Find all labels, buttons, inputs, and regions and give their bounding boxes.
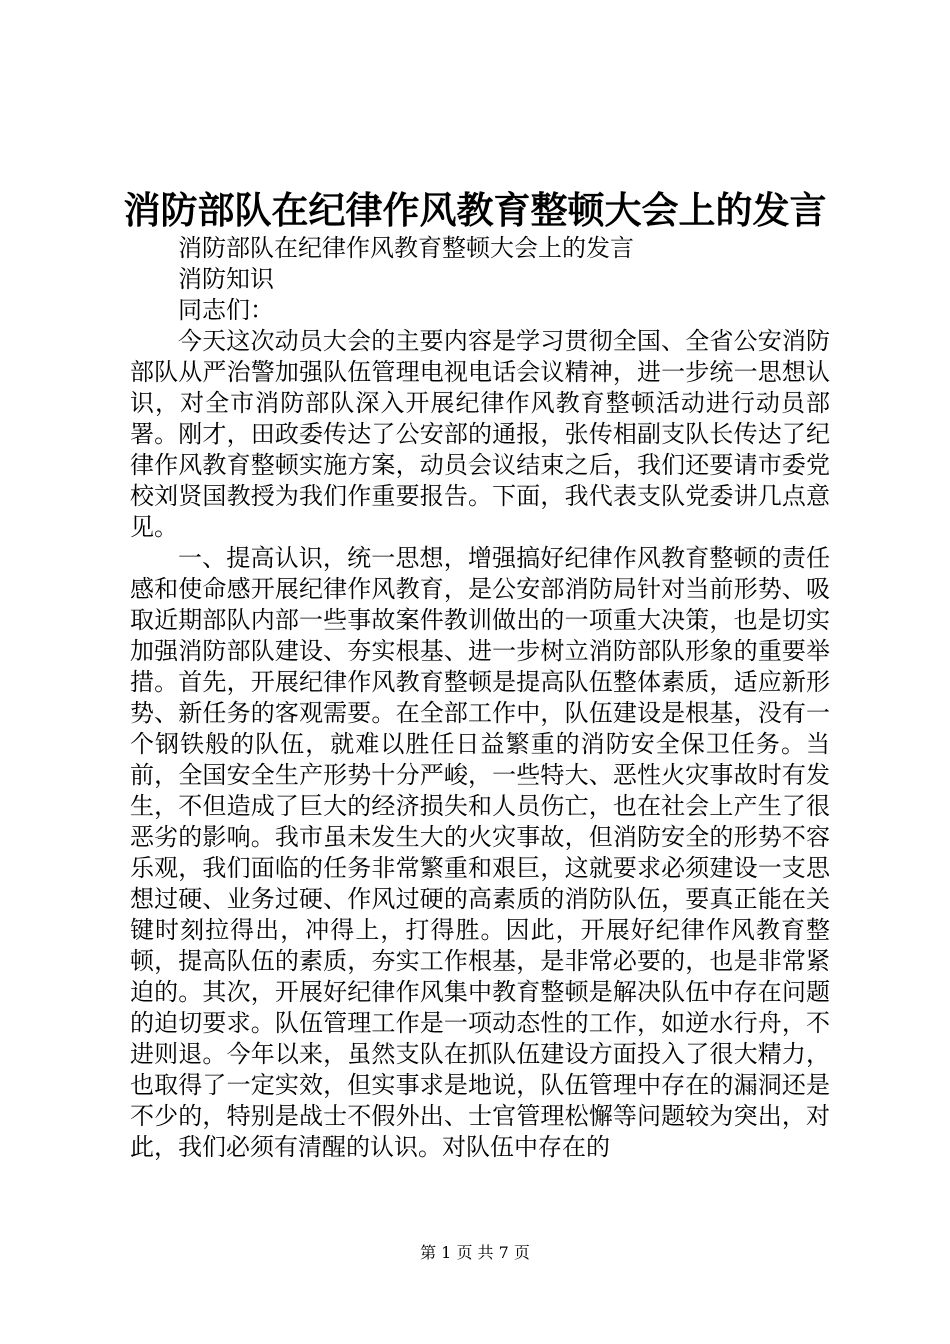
document-title: 消防部队在纪律作风教育整顿大会上的发言 [123,188,827,232]
category-line: 消防知识 [178,265,274,293]
paragraph-intro: 今天这次动员大会的主要内容是学习贯彻全国、全省公安消防部队从严治警加强队伍管理电视电话会议精神，进一步统一思想认识，对全市消防部队深入开展纪律作风教育整顿活动进行动员部署。刚才，田政委传达了公安部的通报，张传相副支队长传达了纪律作风教育整顿实施方案，动员会议结束之后，我们还要请市委党校刘贤国教授为我们作重要报告。下面，我代表支队党委讲几点意见。 [130,327,830,541]
subtitle-line: 消防部队在纪律作风教育整顿大会上的发言 [178,234,634,262]
page-number-footer: 第 1 页 共 7 页 [420,1243,530,1262]
salutation: 同志们： [178,296,274,324]
paragraph-section-one: 一、提高认识，统一思想，增强搞好纪律作风教育整顿的责任感和使命感开展纪律作风教育，是公安部消防局针对当前形势、吸取近期部队内部一些事故案件教训做出的一项重大决策，也是切实加强消防部队建设、夯实根基、进一步树立消防部队形象的重要举措。首先，开展纪律作风教育整顿是提高队伍整体素质，适应新形势、新任务的客观需要。在全部工作中，队伍建设是根基，没有一个钢铁般的队伍，就难以胜任日益繁重的消防安全保卫任务。当前，全国安全生产形势十分严峻，一些特大、恶性火灾事故时有发生，不但造成了巨大的经济损失和人员伤亡，也在社会上产生了很恶劣的影响。我市虽未发生大的火灾事故，但消防安全的形势不容乐观，我们面临的任务非常繁重和艰巨，这就要求必须建设一支思想过硬、业务过硬、作风过硬的高素质的消防队伍，要真正能在关键时刻拉得出，冲得上，打得胜。因此，开展好纪律作风教育整顿，提高队伍的素质，夯实工作根基，是非常必要的，也是非常紧迫的。其次，开展好纪律作风集中教育整顿是解决队伍中存在问题的迫切要求。队伍管理工作是一项动态性的工作，如逆水行舟，不进则退。今年以来，虽然支队在抓队伍建设方面投入了很大精力，也取得了一定实效，但实事求是地说，队伍管理中存在的漏洞还是不少的，特别是战士不假外出、士官管理松懈等问题较为突出，对此，我们必须有清醒的认识。对队伍中存在的 [130,544,830,1161]
document-body [130,233,830,1163]
